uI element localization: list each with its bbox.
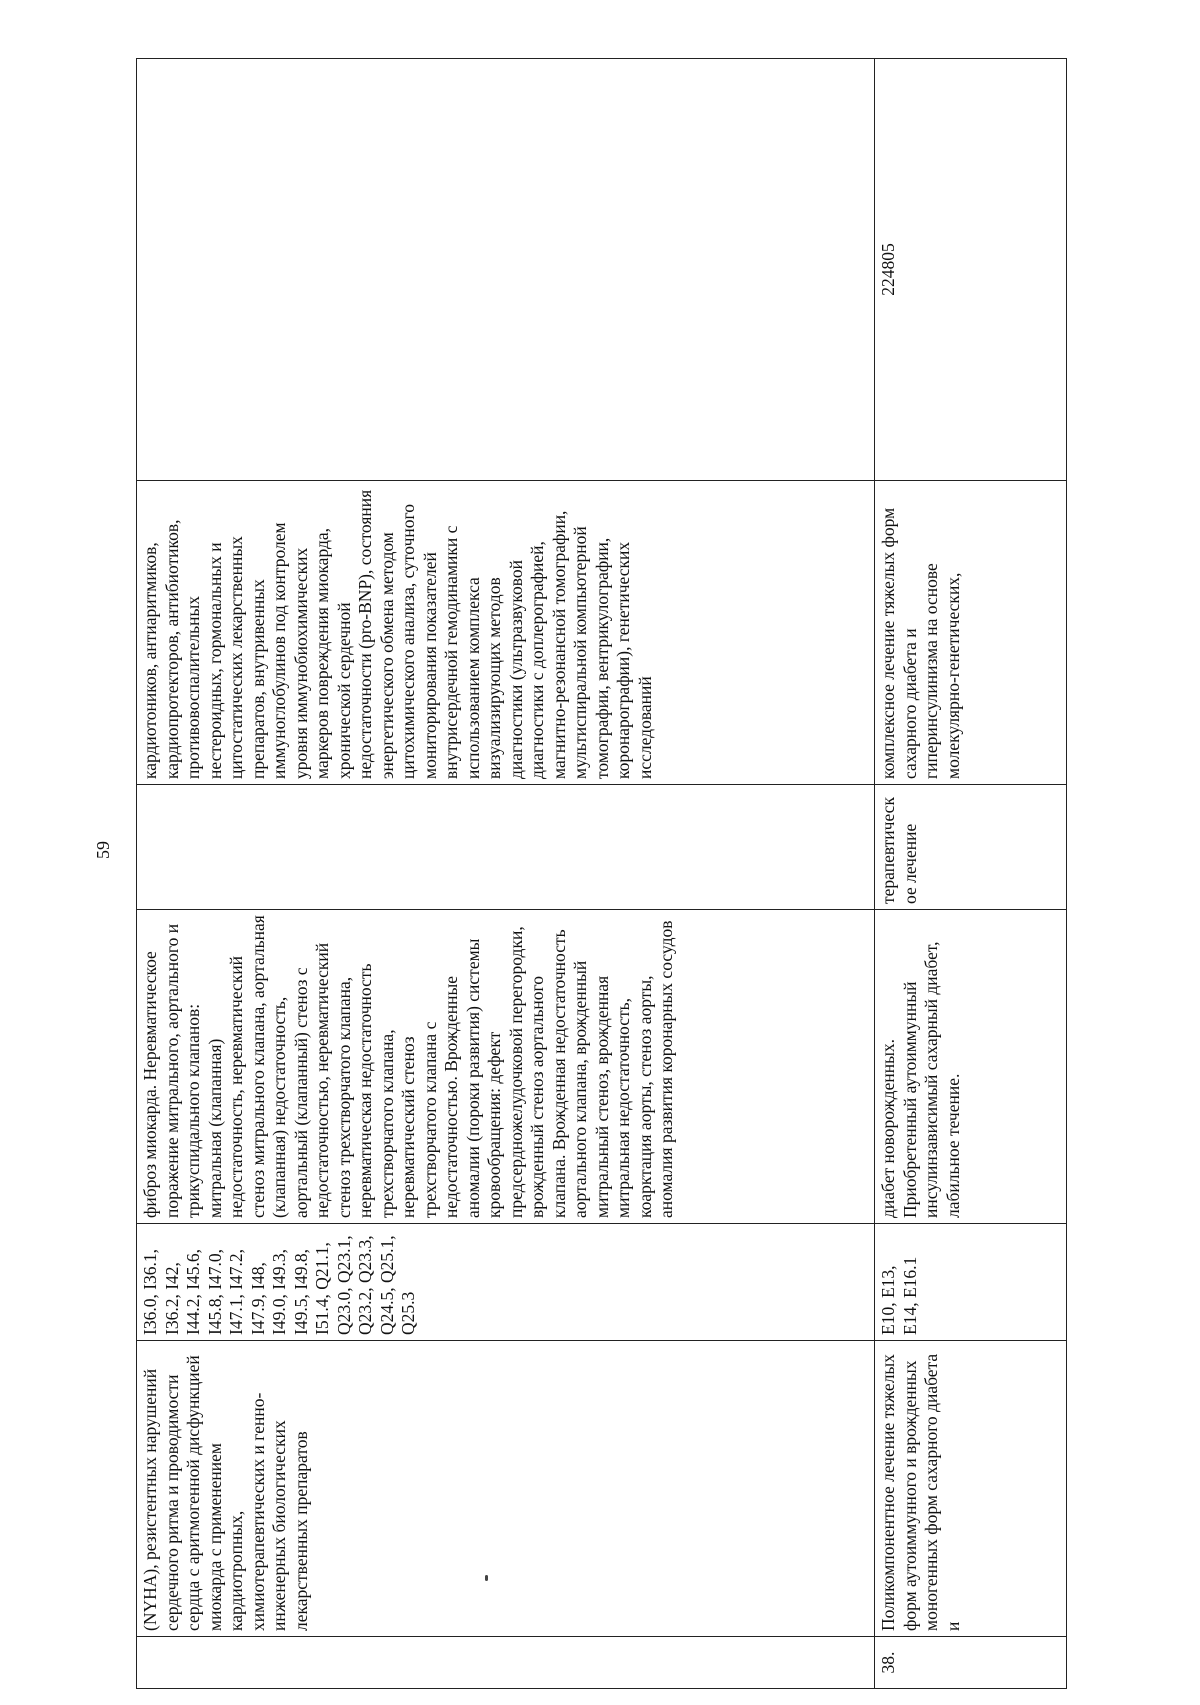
treatment-method-cell: комплексное лечение тяжелых форм сахарного диабета и гиперинсулинизма на основе молекулярно-генетических, bbox=[875, 481, 1067, 785]
scan-artifact-mark bbox=[485, 1575, 488, 1581]
care-name-cell: (NYHA), резистентных нарушений сердечного ритма и проводимости сердца с аритмогенной дисфункцией миокарда с применением кардиотропных, химиотерапевтических и генно-инженерных биологических лекарственных препаратов bbox=[137, 1341, 875, 1637]
icd-codes-cell: E10, E13, E14, E16.1 bbox=[875, 1224, 1067, 1341]
icd-codes-cell: I36.0, I36.1, I36.2, I42, I44.2, I45.6, I45.8, I47.0, I47.1, I47.2, I47.9, I48, I49.0, I49.3, I49.5, I49.8, I51.4, Q21.1, Q23.0, Q23.1, Q23.2, Q23.3, Q24.5, Q25.1, Q25.3 bbox=[137, 1224, 875, 1341]
cost-cell: 224805 bbox=[875, 59, 1067, 481]
page-number: 59 bbox=[93, 841, 113, 859]
rotated-page-content bbox=[136, 59, 1066, 1689]
treatment-method-cell: кардиотоников, антиаритмиков, кардиопротекторов, антибиотиков, противовоспалительных нестероидных, гормональных и цитостатических лекарственных препаратов, внутривенных иммуноглобулинов под контролем уровня иммунобиохимических маркеров повреждения миокарда, хронической сердечной недостаточности (pro-BNP), состояния энергетического обмена методом цитохимического анализа, суточного мониторирования показателей внутрисердечной гемодинамики с использованием комплекса визуализирующих методов диагностики (ультразвуковой диагностики с доплерографией, магнитно-резонансной томографии, мультиспиральной компьютерной томографии, вентрикулографии, коронарографии), генетических исследований bbox=[137, 481, 875, 785]
treatment-type-cell bbox=[137, 785, 875, 910]
cost-cell bbox=[137, 59, 875, 481]
care-types-table bbox=[136, 58, 1067, 1689]
diagnosis-cell: диабет новорожденных. Приобретенный аутоиммунный инсулинзависимый сахарный диабет, лабильное течение. bbox=[875, 910, 1067, 1224]
table-row bbox=[875, 59, 1067, 1689]
row-number-cell: 38. bbox=[875, 1637, 1067, 1689]
treatment-type-cell: терапевтическое лечение bbox=[875, 785, 1067, 910]
row-number-cell bbox=[137, 1637, 875, 1689]
table-row bbox=[137, 59, 875, 1689]
diagnosis-cell: фиброз миокарда. Неревматическое поражение митрального, аортального и трикуспидального клапанов: митральная (клапанная) недостаточность, неревматический стеноз митрального клапана, аортальная (клапанная) недостаточность, аортальный (клапанный) стеноз с недостаточностью, неревматический стеноз трехстворчатого клапана, неревматическая недостаточность трехстворчатого клапана, неревматический стеноз трехстворчатого клапана с недостаточностью. Врожденные аномалии (пороки развития) системы кровообращения: дефект предсердножелудочковой перегородки, врожденный стеноз аортального клапана. Врожденная недостаточность аортального клапана, врожденный митральный стеноз, врожденная митральная недостаточность, коарктация аорты, стеноз аорты, аномалия развития коронарных сосудов bbox=[137, 910, 875, 1224]
care-name-cell: Поликомпонентное лечение тяжелых форм аутоиммунного и врожденных моногенных форм сахарного диабета и bbox=[875, 1341, 1067, 1637]
